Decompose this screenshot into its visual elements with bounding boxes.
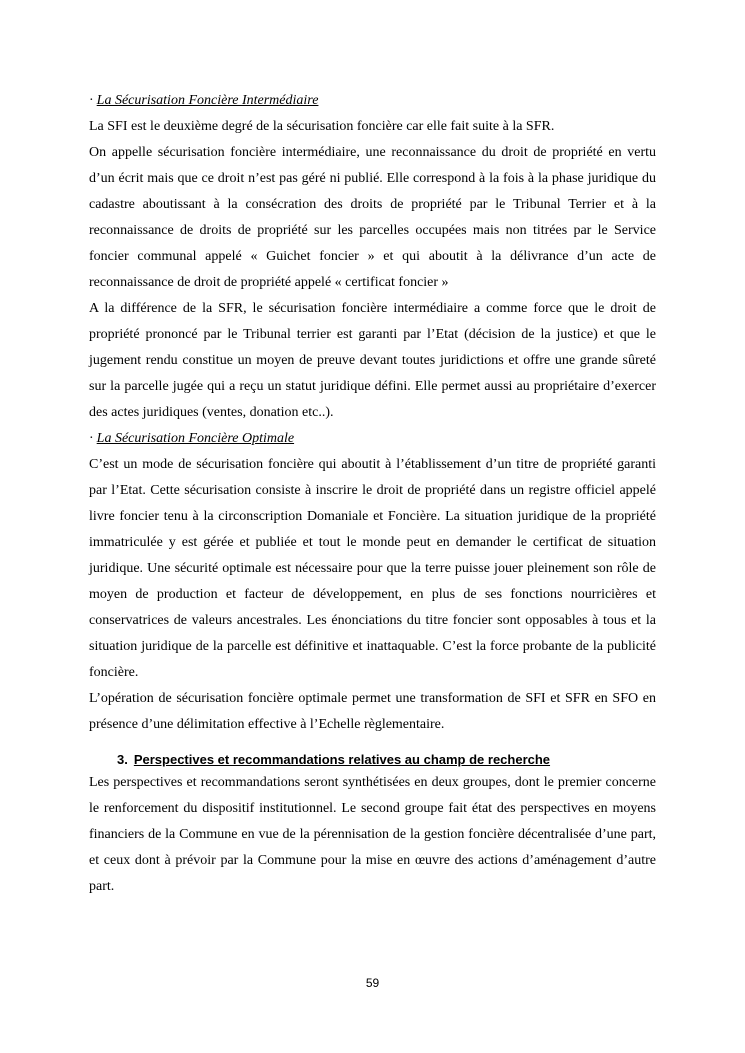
section-3-heading	[89, 750, 656, 770]
heading-text: La Sécurisation Foncière Optimale	[96, 431, 295, 446]
heading-text: La Sécurisation Foncière Intermédiaire	[96, 93, 319, 108]
section-heading-sfi	[89, 88, 656, 114]
page-number: 59	[365, 976, 380, 990]
section-title: Perspectives et recommandations relatives au champ de recherche	[133, 752, 551, 767]
bullet: ·	[89, 431, 94, 446]
paragraph: C’est un mode de sécurisation foncière qui aboutit à l’établissement d’un titre de propriété garanti par l’Etat. Cette sécurisation consiste à inscrire le droit de propriété dans un registre officiel appelé livre foncier tenu à la circonscription Domaniale et Foncière. La situation juridique de la propriété immatriculée y est gérée et publiée et tout le monde peut en demander le certificat de situation juridique. Une sécurité optimale est nécessaire pour que la terre puisse jouer pleinement son rôle de moyen de production et facteur de développement, en plus de ses fonctions nourricières et conservatrices de valeurs ancestrales. Les énonciations du titre foncier sont opposables à tous et la situation juridique de la parcelle est définitive et inattaquable. C’est la force probante de la publicité foncière.	[89, 457, 656, 680]
section-number: 3.	[117, 752, 128, 767]
section-heading-sfo	[89, 426, 656, 452]
paragraph: La SFI est le deuxième degré de la sécurisation foncière car elle fait suite à la SFR.	[89, 119, 555, 134]
paragraph: On appelle sécurisation foncière intermédiaire, une reconnaissance du droit de propriété en vertu d’un écrit mais que ce droit n’est pas géré ni publié. Elle correspond à la fois à la phase juridique du cadastre aboutissant à la consécration des droits de propriété par le Tribunal Terrier et à la reconnaissance de droits de propriété sur les parcelles occupées mais non titrées par le Service foncier communal appelé « Guichet foncier » et qui aboutit à la délivrance d’un acte de reconnaissance de droit de propriété appelé « certificat foncier »	[89, 145, 656, 290]
bullet: ·	[89, 93, 94, 108]
paragraph: Les perspectives et recommandations seront synthétisées en deux groupes, dont le premier concerne le renforcement du dispositif institutionnel. Le second groupe fait état des perspectives en moyens financiers de la Commune en vue de la pérennisation de la gestion foncière décentralisée d’une part, et ceux dont à prévoir par la Commune pour la mise en œuvre des actions d’aménagement d’autre part.	[89, 775, 656, 894]
paragraph: L’opération de sécurisation foncière optimale permet une transformation de SFI et SFR en SFO en présence d’une délimitation effective à l’Echelle règlementaire.	[89, 691, 656, 732]
paragraph: A la différence de la SFR, le sécurisation foncière intermédiaire a comme force que le droit de propriété prononcé par le Tribunal terrier est garanti par l’Etat (décision de la justice) et que le jugement rendu constitue un moyen de preuve devant toutes juridictions et offre une grande sûreté sur la parcelle jugée qui a reçu un statut juridique défini. Elle permet aussi au propriétaire d’exercer des actes juridiques (ventes, donation etc..).	[89, 301, 656, 420]
page-content	[89, 88, 656, 900]
